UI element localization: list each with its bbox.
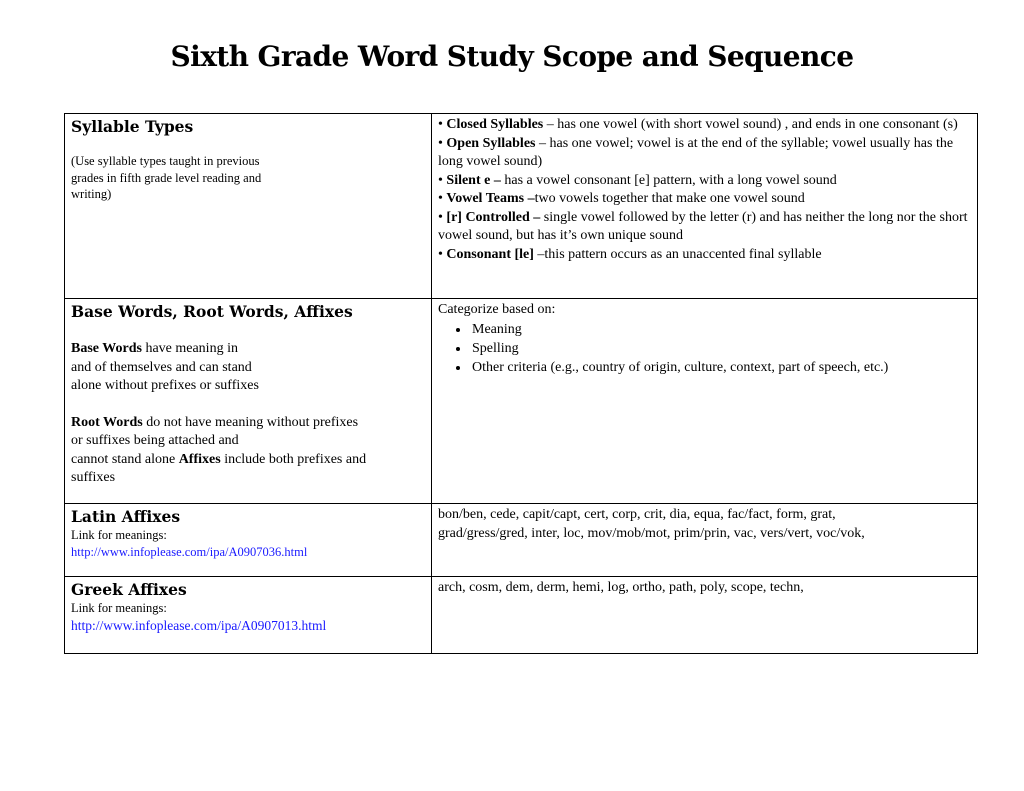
greek-affix-list-cell [432, 577, 978, 654]
list-item: • Meaning [470, 320, 971, 339]
latin-affix-list-cell [432, 504, 978, 577]
syllable-definitions-cell [432, 114, 978, 299]
categorize-label: Categorize based on: [438, 302, 556, 317]
base-words-heading: Base Words, Root Words, Affixes [71, 302, 353, 321]
affixes-text: include both prefixes and [220, 451, 367, 467]
base-words-term: Base Words [71, 341, 142, 356]
root-words-line: suffixes [71, 470, 116, 485]
bullet-text: has a vowel consonant [e] pattern, with a long vowel sound [500, 172, 837, 188]
bullet-text: two vowels together that make one vowel sound [534, 191, 805, 206]
syllable-bullet-open: • Open Syllables – has one vowel; vowel is at the end of the syllable; vowel usually has the long vowel sound) [438, 135, 954, 169]
list-item: • Spelling [470, 339, 971, 358]
bullet-text: – has one vowel; vowel is at the end of the syllable; vowel usually has the long vowel sound) [438, 135, 954, 169]
greek-affixes-line: arch, cosm, dem, derm, hemi, log, ortho, path, poly, scope, techn, [438, 580, 804, 595]
base-words-cell [65, 299, 432, 504]
categorize-cell [432, 299, 978, 504]
latin-affixes-cell [65, 504, 432, 577]
document-title: Sixth Grade Word Study Scope and Sequence [170, 40, 854, 73]
latin-affixes-line: grad/gress/gred, inter, loc, mov/mob/mot, prim/prin, vac, vers/vert, voc/vok, [438, 525, 865, 541]
greek-link[interactable]: http://www.infoplease.com/ipa/A0907013.html [71, 617, 327, 633]
latin-link[interactable]: http://www.infoplease.com/ipa/A0907036.html [71, 544, 308, 559]
root-words-line: or suffixes being attached and [71, 433, 239, 448]
syllable-types-cell [65, 114, 432, 299]
root-words-text: do not have meaning without prefixes [142, 414, 359, 430]
bullet-term: [r] Controlled – [446, 209, 541, 225]
greek-link-label: Link for meanings: [71, 601, 167, 615]
criteria-list [438, 320, 971, 377]
bullet-term: Consonant [le] [446, 246, 534, 262]
bullet-term: Vowel Teams – [446, 191, 535, 206]
syllable-bullet-r-controlled: • [r] Controlled – single vowel followed by the letter (r) and has neither the long nor the short vowel sound, but has it’s own unique sound [438, 209, 968, 243]
base-words-line: and of themselves and can stand [71, 359, 252, 375]
bullet-text: – has one vowel (with short vowel sound) , and ends in one consonant (s) [543, 117, 958, 132]
greek-affixes-heading: Greek Affixes [71, 580, 187, 599]
table-row-greek [65, 577, 978, 654]
list-item: • Other criteria (e.g., country of origin, culture, context, part of speech, etc.) [470, 358, 971, 377]
base-words-line: alone without prefixes or suffixes [71, 378, 259, 393]
syllable-note-line: grades in fifth grade level reading and [71, 170, 262, 185]
latin-link-label: Link for meanings: [71, 528, 167, 542]
table-row-syllable-types [65, 114, 978, 299]
table-row-latin [65, 504, 978, 577]
affixes-term: Affixes [178, 451, 221, 467]
bullet-text: –this pattern occurs as an unaccented final syllable [533, 246, 822, 262]
latin-affixes-line: bon/ben, cede, capit/capt, cert, corp, crit, dia, equa, fac/fact, form, grat, [438, 507, 836, 522]
root-words-term: Root Words [71, 414, 143, 430]
bullet-term: Open Syllables [446, 135, 536, 151]
greek-affixes-cell [65, 577, 432, 654]
syllable-note-line: (Use syllable types taught in previous [71, 154, 260, 168]
table-row-base-words [65, 299, 978, 504]
syllable-bullet-closed: • Closed Syllables – has one vowel (with short vowel sound) , and ends in one consonant (s) [438, 117, 958, 132]
bullet-term: Closed Syllables [446, 117, 544, 132]
syllable-bullet-vowel-teams: • Vowel Teams –two vowels together that make one vowel sound [438, 191, 805, 206]
base-words-text: have meaning in [141, 341, 238, 356]
syllable-bullet-silent-e: • Silent e – has a vowel consonant [e] pattern, with a long vowel sound [438, 172, 837, 188]
syllable-note-line: writing) [71, 187, 112, 201]
bullet-term: Silent e – [446, 172, 501, 188]
syllable-bullet-consonant-le: • Consonant [le] –this pattern occurs as an unaccented final syllable [438, 246, 822, 262]
syllable-types-heading: Syllable Types [71, 117, 194, 136]
bullet-text: single vowel followed by the letter (r) and has neither the long nor the short vowel sound, but has it’s own unique sound [438, 209, 968, 243]
latin-affixes-heading: Latin Affixes [71, 507, 181, 526]
root-words-line [71, 414, 425, 433]
root-words-text: cannot stand alone [71, 451, 179, 467]
base-words-line [71, 340, 425, 359]
scope-table [64, 113, 978, 654]
root-words-line [71, 451, 425, 470]
